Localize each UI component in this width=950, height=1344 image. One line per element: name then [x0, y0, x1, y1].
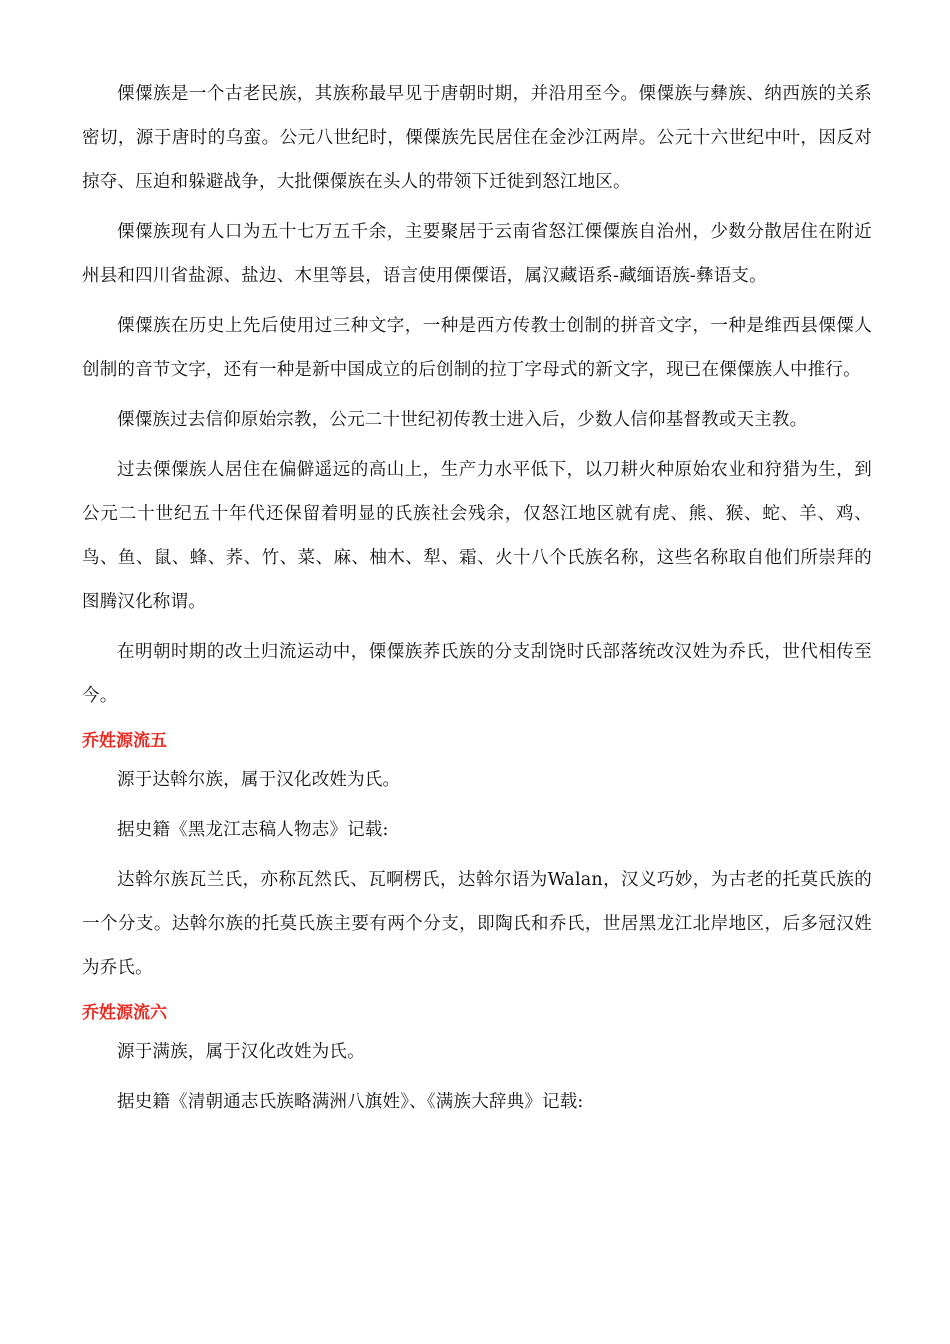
paragraph-lisu-scripts: 傈僳族在历史上先后使用过三种文字，一种是西方传教士创制的拼音文字，一种是维西县傈僳人创制的音节文字，还有一种是新中国成立的后创制的拉丁字母式的新文字，现已在傈僳族人中推行。 [82, 316, 872, 380]
paragraph-lisu-clans: 过去傈僳族人居住在偏僻遥远的高山上，生产力水平低下，以刀耕火种原始农业和狩猎为生，到公元二十世纪五十年代还保留着明显的氏族社会残余，仅怒江地区就有虎、熊、猴、蛇、羊、鸡、鸟、鱼、鼠、蜂、荞、竹、菜、麻、柚木、犁、霜、火十八个氏族名称，这些名称取自他们所崇拜的图腾汉化称谓。 [82, 460, 872, 612]
section-heading-origin-five: 乔姓源流五 [82, 731, 167, 751]
paragraph-lisu-religion: 傈僳族过去信仰原始宗教，公元二十世纪初传教士进入后，少数人信仰基督教或天主教。 [117, 410, 808, 430]
paragraph-lisu-population: 傈僳族现有人口为五十七万五千余，主要聚居于云南省怒江傈僳族自治州，少数分散居住在附近州县和四川省盐源、盐边、木里等县，语言使用傈僳语，属汉藏语系-藏缅语族-彝语支。 [82, 222, 872, 286]
paragraph-manchu-source: 源于满族，属于汉化改姓为氏。 [117, 1042, 365, 1062]
paragraph-daur-source: 源于达斡尔族，属于汉化改姓为氏。 [117, 770, 401, 790]
document-body [82, 72, 872, 1130]
paragraph-lisu-qiao-surname: 在明朝时期的改土归流运动中，傈僳族荞氏族的分支刮饶时氏部落统改汉姓为乔氏，世代相传至今。 [82, 642, 872, 706]
paragraph-lisu-origin: 傈僳族是一个古老民族，其族称最早见于唐朝时期，并沿用至今。傈僳族与彝族、纳西族的关系密切，源于唐时的乌蛮。公元八世纪时，傈僳族先民居住在金沙江两岸。公元十六世纪中叶，因反对掠夺、压迫和躲避战争，大批傈僳族在头人的带领下迁徙到怒江地区。 [82, 84, 872, 192]
paragraph-daur-walan: 达斡尔族瓦兰氏，亦称瓦然氏、瓦啊楞氏，达斡尔语为Walan，汉义巧妙，为古老的托莫氏族的一个分支。达斡尔族的托莫氏族主要有两个分支，即陶氏和乔氏，世居黑龙江北岸地区，后多冠汉姓为乔氏。 [82, 870, 872, 978]
paragraph-daur-citation: 据史籍《黑龙江志稿人物志》记载: [117, 820, 389, 840]
paragraph-manchu-citation: 据史籍《清朝通志氏族略满洲八旗姓》、《满族大辞典》记载: [117, 1092, 584, 1112]
section-heading-origin-six: 乔姓源流六 [82, 1003, 167, 1023]
